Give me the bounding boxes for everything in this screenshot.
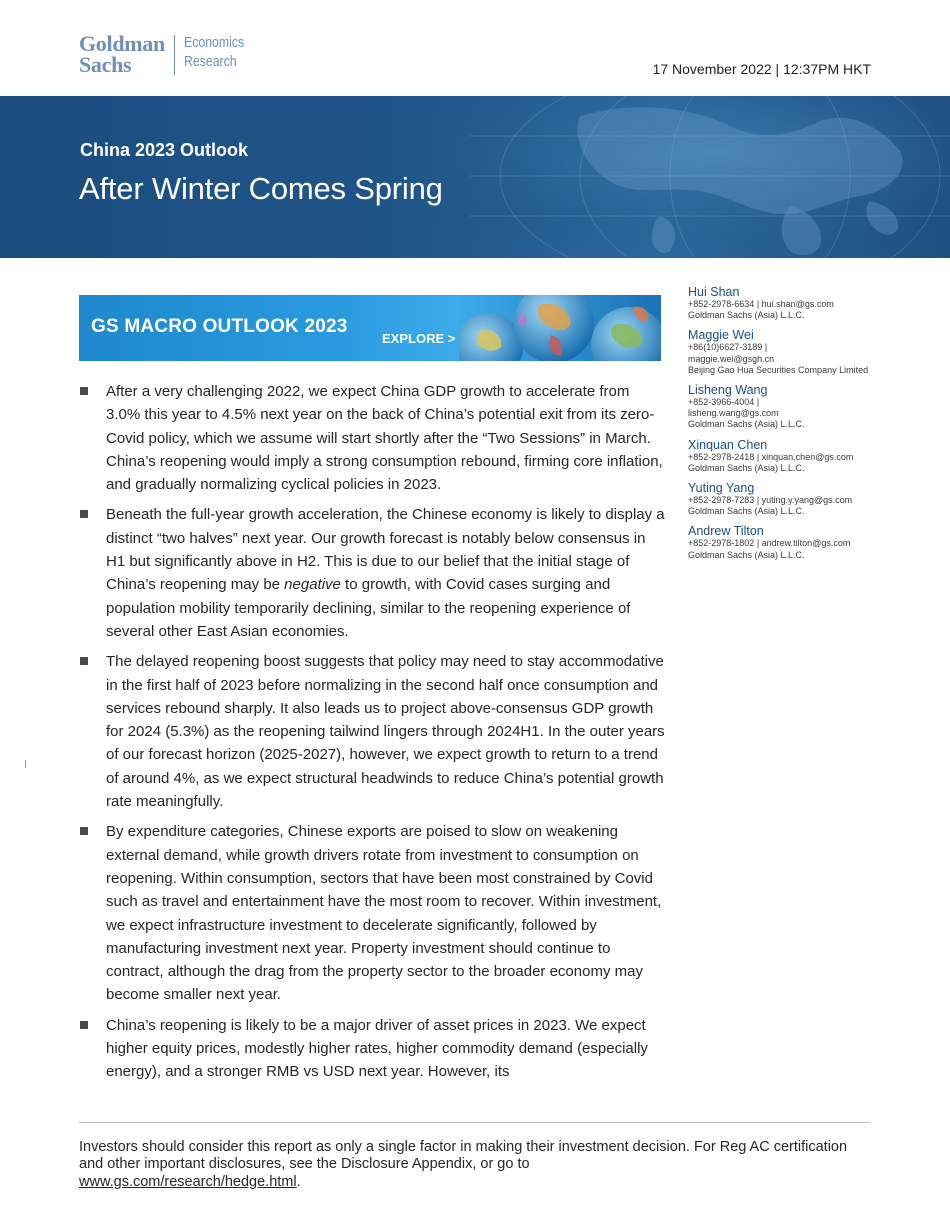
unit-line-2: Research bbox=[183, 53, 237, 70]
globe-map-graphic bbox=[430, 96, 950, 258]
disclosure-footer bbox=[79, 1139, 869, 1191]
list-item bbox=[79, 503, 665, 643]
title-banner bbox=[0, 96, 950, 258]
unit-name bbox=[184, 33, 257, 71]
bullet-text: The delayed reopening boost suggests that policy may need to stay accommodative in the first half of 2023 before normalizing in the second half once consumption and services rebound sharply. It also leads us to project above-consensus GDP growth for 2024 (5.3%) as the reopening tailwind lingers through 2024H1. In the outer years of our forecast horizon (2025-2027), however, we expect growth to return to a trend of around 4%, as we expect structural headwinds to reduce China’s potential growth rate meaningfully. bbox=[106, 653, 665, 811]
unit-line-1: Economics bbox=[183, 34, 245, 51]
key-points-list bbox=[79, 380, 665, 1091]
author-firm: Goldman Sachs (Asia) L.L.C. bbox=[688, 549, 805, 560]
author-contact: +852-2978-7283 | yuting.y.yang@gs.com bbox=[688, 495, 853, 506]
authors-sidebar bbox=[688, 285, 888, 568]
report-series: China 2023 Outlook bbox=[80, 140, 249, 160]
author-contact: +86(10)6627-3189 | bbox=[688, 342, 768, 353]
list-item bbox=[79, 650, 665, 813]
author-email[interactable]: andrew.tilton@gs.com bbox=[761, 538, 851, 549]
author-email[interactable]: yuting.y.yang@gs.com bbox=[761, 495, 853, 506]
author-firm: Goldman Sachs (Asia) L.L.C. bbox=[688, 462, 805, 473]
bullet-square-icon bbox=[80, 657, 88, 665]
author-name: Andrew Tilton bbox=[688, 524, 764, 539]
bullet-square-icon bbox=[80, 1021, 88, 1029]
author-phone: +86(10)6627-3189 bbox=[688, 342, 763, 353]
list-item bbox=[79, 820, 665, 1006]
author-phone: +852-2978-2418 bbox=[688, 451, 755, 462]
author-name: Hui Shan bbox=[688, 285, 740, 299]
author-email[interactable]: hui.shan@gs.com bbox=[761, 299, 834, 309]
footer-divider bbox=[79, 1122, 870, 1123]
author-firm: Goldman Sachs (Asia) L.L.C. bbox=[688, 310, 805, 321]
author-phone: +852-3966-4004 bbox=[688, 397, 755, 408]
author-name: Xinquan Chen bbox=[688, 437, 768, 452]
author-name: Maggie Wei bbox=[688, 328, 754, 343]
author-contact: +852-2978-2418 | xinquan.chen@gs.com bbox=[688, 451, 854, 462]
ad-title: GS MACRO OUTLOOK 2023 bbox=[91, 316, 348, 337]
author-card bbox=[688, 328, 888, 376]
logo-divider bbox=[174, 35, 175, 75]
bullet-text: By expenditure categories, Chinese exports are poised to slow on weakening external demand, while growth drivers rotate from investment to consumption on reopening. Within consumption, sectors that have been most constrained by Covid such as travel and entertainment have the most room to recover. Within investment, we expect infrastructure investment to decelerate significantly, followed by manufacturing investment next year. Property investment should continue to contract, although the drag from the property sector to the broader economy may become smaller next year. bbox=[106, 823, 662, 1004]
disclosure-link[interactable]: www.gs.com/research/hedge.html bbox=[79, 1173, 297, 1190]
author-contact: +852-2978-6634 | hui.shan@gs.com bbox=[688, 299, 834, 309]
goldman-sachs-logo bbox=[79, 33, 257, 77]
author-phone: +852-2978-6634 bbox=[688, 299, 755, 309]
author-email[interactable]: xinquan.chen@gs.com bbox=[761, 451, 854, 462]
brand-line-1: Goldman bbox=[79, 31, 165, 56]
list-item bbox=[79, 1014, 665, 1084]
explore-link[interactable]: EXPLORE > bbox=[382, 331, 456, 346]
bullet-square-icon bbox=[80, 827, 88, 835]
bullet-text: After a very challenging 2022, we expect China GDP growth to accelerate from 3.0% this year to 4.5% next year on the back of China’s potential exit from its zero-Covid policy, which we assume will start shortly after the “Two Sessions” in March. China’s reopening would imply a strong consumption rebound, firming core inflation, and gradually normalizing cyclical policies in 2023. bbox=[106, 383, 663, 494]
bullet-text-post: to growth, with Covid cases surging and population mobility temporarily declining, similar to the reopening experience of several other East Asian economies. bbox=[106, 576, 631, 640]
footer-text: Investors should consider this report as only a single factor in making their investment decision. For Reg AC certification and other important disclosures, see the Disclosure Appendix, or go to bbox=[79, 1139, 848, 1173]
publication-datetime: 17 November 2022 | 12:37PM HKT bbox=[652, 61, 871, 77]
author-email[interactable]: maggie.wei@gsgh.cn bbox=[688, 353, 775, 364]
author-phone: +852-2978-1802 bbox=[688, 538, 755, 549]
author-email[interactable]: lisheng.wang@gs.com bbox=[688, 408, 779, 419]
bullet-text-pre: Beneath the full-year growth acceleration, the Chinese economy is likely to display a distinct “two halves” next year. Our growth forecast is notably below consensus in H1 but significantly above in H2. This is due to our belief that the initial stage of China’s reopening may be bbox=[106, 506, 665, 594]
author-name: Yuting Yang bbox=[688, 481, 755, 496]
author-name: Lisheng Wang bbox=[688, 383, 768, 398]
author-contact: +852-2978-1802 | andrew.tilton@gs.com bbox=[688, 538, 851, 549]
author-card bbox=[688, 383, 888, 431]
author-card bbox=[688, 438, 888, 474]
author-contact: +852-3966-4004 | bbox=[688, 397, 760, 408]
author-firm: Beijing Gao Hua Securities Company Limited bbox=[688, 364, 869, 375]
brand-line-2: Sachs bbox=[79, 52, 132, 77]
globes-graphic bbox=[459, 295, 661, 361]
report-title: After Winter Comes Spring bbox=[79, 171, 443, 206]
bullet-emphasis: negative bbox=[284, 576, 341, 594]
author-card bbox=[688, 524, 888, 560]
author-firm: Goldman Sachs (Asia) L.L.C. bbox=[688, 419, 805, 430]
macro-outlook-ad-banner[interactable] bbox=[79, 295, 661, 361]
brand-name bbox=[79, 33, 165, 75]
bullet-square-icon bbox=[80, 510, 88, 518]
footer-period: . bbox=[296, 1173, 301, 1190]
list-item bbox=[79, 380, 665, 496]
author-card bbox=[688, 481, 888, 517]
bullet-text: China’s reopening is likely to be a major driver of asset prices in 2023. We expect higher equity prices, modestly higher rates, higher commodity demand (especially energy), and a stronger RMB vs USD next year. However, its bbox=[106, 1016, 648, 1081]
author-card bbox=[688, 285, 888, 321]
author-firm: Goldman Sachs (Asia) L.L.C. bbox=[688, 506, 805, 517]
author-phone: +852-2978-7283 bbox=[688, 495, 755, 506]
bullet-square-icon bbox=[80, 387, 88, 395]
margin-mark bbox=[25, 760, 26, 768]
